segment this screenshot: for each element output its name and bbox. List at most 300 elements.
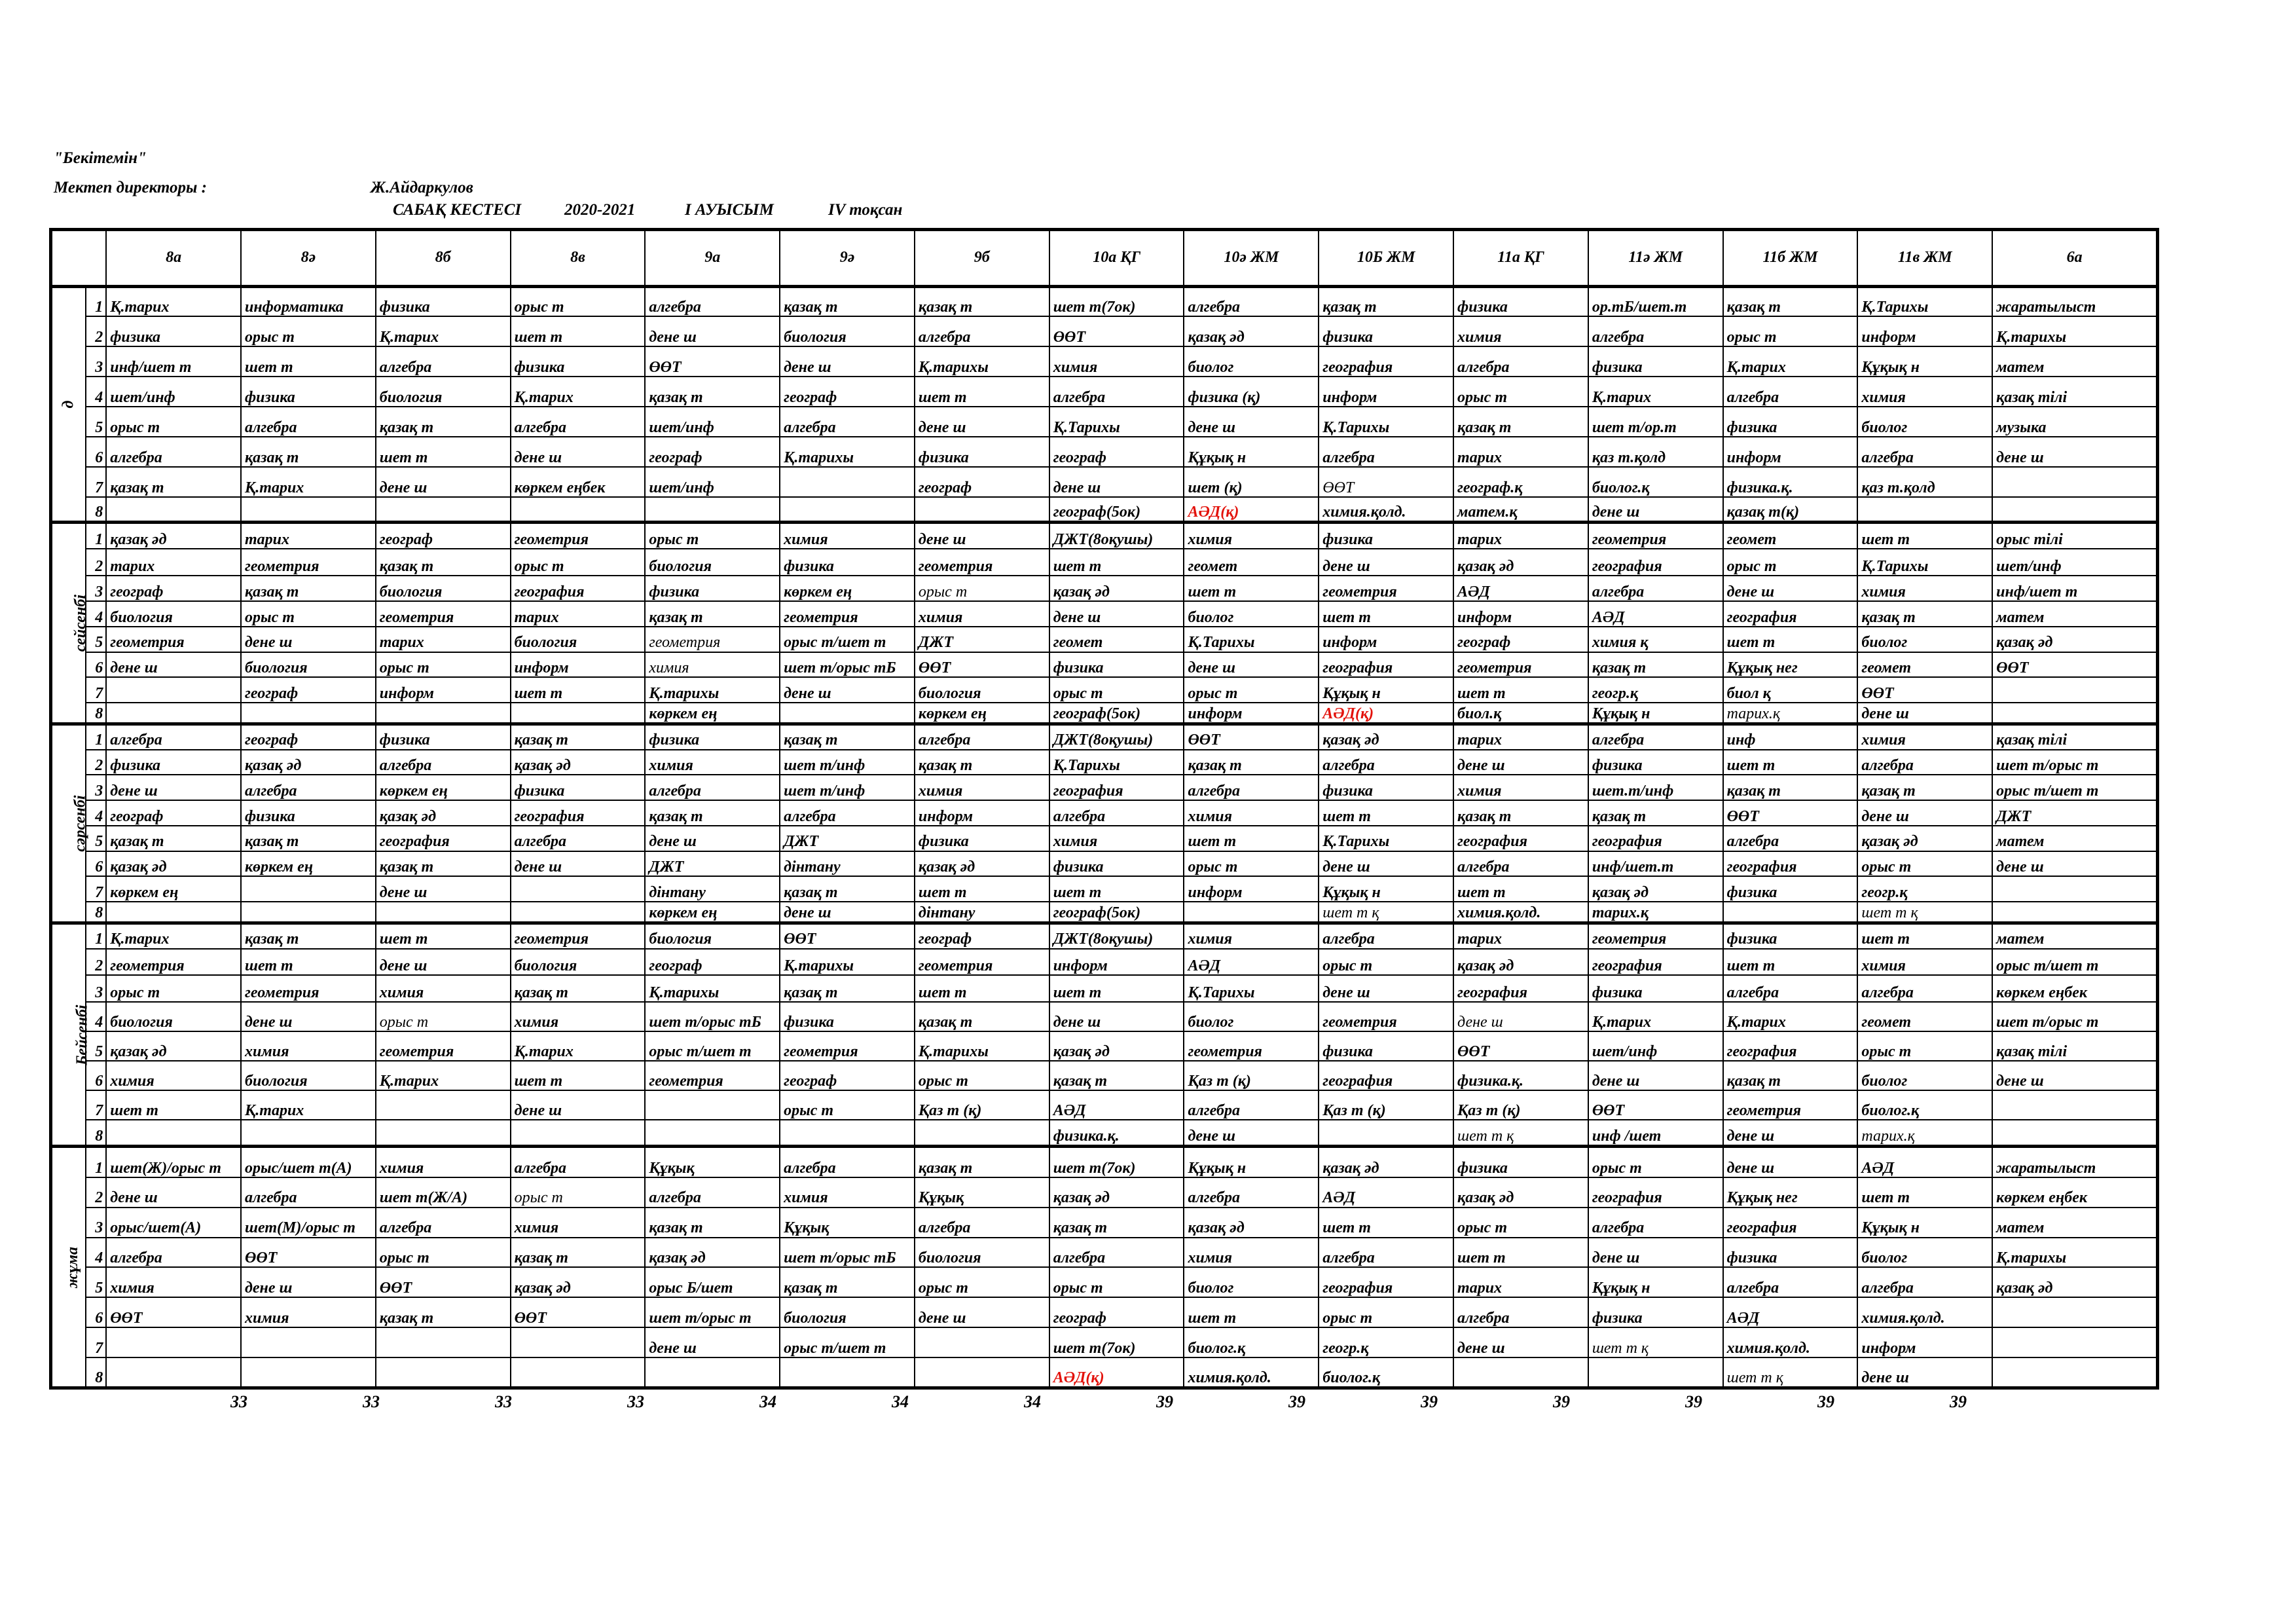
lesson-cell: орыс тілі: [1992, 523, 2157, 549]
lesson-cell: химия: [1184, 923, 1319, 949]
lesson-cell: дене ш: [241, 1002, 376, 1031]
lesson-cell: [1992, 1090, 2157, 1120]
lesson-number: 7: [86, 467, 106, 497]
lesson-cell: шет т(Ж/А): [376, 1177, 511, 1208]
quarter-label: ІV тоқсан: [828, 201, 903, 219]
lesson-cell: географ: [915, 467, 1049, 497]
lesson-cell: ДЖТ(8оқушы): [1049, 923, 1184, 949]
lesson-cell: [241, 1327, 376, 1357]
day-name: д: [60, 400, 77, 409]
lesson-cell: дене ш: [1857, 800, 1992, 826]
lesson-cell: АӘД: [1184, 949, 1319, 976]
lesson-row: [51, 576, 2158, 601]
lesson-cell: алгебра: [1184, 1177, 1319, 1208]
lesson-cell: дене ш: [1588, 497, 1723, 523]
lesson-cell: қазақ әд: [1184, 316, 1319, 346]
lesson-cell: дене ш: [1588, 1061, 1723, 1090]
lesson-cell: тарих.қ: [1588, 902, 1723, 923]
lesson-cell: химия.қолд.: [1857, 1297, 1992, 1327]
lesson-row: [51, 750, 2158, 775]
day-label: [51, 286, 86, 522]
lesson-cell: қазақ әд: [511, 1267, 646, 1297]
lesson-cell: география: [1319, 1267, 1453, 1297]
lesson-cell: география: [1453, 975, 1588, 1002]
lesson-cell: дінтану: [915, 902, 1049, 923]
lesson-cell: физика.қ.: [1723, 467, 1858, 497]
lesson-cell: Қ.тарих: [241, 1090, 376, 1120]
lesson-cell: физика: [511, 775, 646, 800]
lesson-cell: дене ш: [915, 1297, 1049, 1327]
lesson-cell: биология: [915, 1238, 1049, 1268]
lesson-number: 1: [86, 523, 106, 549]
lesson-row: [51, 549, 2158, 576]
lesson-cell: ДЖТ: [780, 826, 915, 851]
lesson-cell: химия: [1184, 523, 1319, 549]
lesson-cell: шет т/ор.т: [1588, 407, 1723, 437]
lesson-cell: қазақ әд: [1319, 724, 1453, 750]
lesson-cell: алгебра: [1184, 775, 1319, 800]
lesson-cell: географ: [645, 437, 780, 467]
lesson-cell: алгебра: [1588, 316, 1723, 346]
lesson-cell: орыс т: [511, 549, 646, 576]
lesson-cell: информ: [1857, 316, 1992, 346]
lesson-cell: химия: [780, 523, 915, 549]
lesson-cell: орыс т: [1453, 1208, 1588, 1238]
lesson-row: [51, 1177, 2158, 1208]
lesson-cell: дене ш: [511, 437, 646, 467]
lesson-cell: Құқық н: [1857, 346, 1992, 377]
lesson-cell: шет/инф: [1588, 1031, 1723, 1061]
lesson-cell: [1992, 902, 2157, 923]
lesson-number: 6: [86, 1297, 106, 1327]
lesson-cell: [241, 1120, 376, 1147]
total-value: 34: [1024, 1392, 1041, 1411]
lesson-cell: химия: [1453, 775, 1588, 800]
lesson-cell: физика: [1588, 346, 1723, 377]
class-header: 11б ЖМ: [1723, 230, 1858, 287]
lesson-cell: Қ.тарих: [511, 1031, 646, 1061]
lesson-cell: информ: [915, 800, 1049, 826]
lesson-cell: [376, 1090, 511, 1120]
lesson-cell: ӨӨТ: [1453, 1031, 1588, 1061]
lesson-cell: геометрия: [915, 549, 1049, 576]
lesson-cell: ӨӨТ: [1857, 677, 1992, 703]
lesson-cell: алгебра: [1319, 437, 1453, 467]
lesson-cell: [1992, 1327, 2157, 1357]
lesson-cell: ӨӨТ: [1992, 652, 2157, 678]
lesson-number: 5: [86, 1267, 106, 1297]
lesson-cell: дене ш: [1049, 601, 1184, 627]
lesson-cell: қазақ тілі: [1992, 724, 2157, 750]
lesson-cell: қазақ т: [106, 467, 241, 497]
lesson-cell: географ.қ: [1453, 467, 1588, 497]
lesson-cell: қазақ әд: [1319, 1147, 1453, 1177]
lesson-cell: қазақ әд: [106, 523, 241, 549]
lesson-cell: қазақ т: [241, 437, 376, 467]
lesson-number: 1: [86, 923, 106, 949]
lesson-cell: географ: [780, 377, 915, 407]
lesson-cell: орыс/шет т(А): [241, 1147, 376, 1177]
approval-label: "Бекітемін": [54, 149, 147, 167]
lesson-cell: [376, 1120, 511, 1147]
lesson-number: 4: [86, 1238, 106, 1268]
lesson-cell: Құқық н: [1184, 1147, 1319, 1177]
lesson-cell: қаз т.қолд: [1588, 437, 1723, 467]
lesson-cell: география: [1723, 601, 1858, 627]
lesson-cell: қазақ т: [376, 549, 511, 576]
lesson-cell: [780, 1120, 915, 1147]
lesson-cell: [1588, 1357, 1723, 1388]
lesson-cell: дене ш: [376, 949, 511, 976]
lesson-cell: [780, 1357, 915, 1388]
lesson-cell: алгебра: [1184, 1090, 1319, 1120]
lesson-cell: шет (қ): [1184, 467, 1319, 497]
director-name: Ж.Айдаркулов: [371, 179, 473, 196]
lesson-cell: географ: [645, 949, 780, 976]
lesson-cell: қазақ тілі: [1992, 377, 2157, 407]
lesson-cell: тарих.қ: [1857, 1120, 1992, 1147]
lesson-cell: шет т/орыс тБ: [645, 1002, 780, 1031]
lesson-number: 4: [86, 377, 106, 407]
lesson-cell: орыс т: [780, 1090, 915, 1120]
lesson-cell: қазақ т: [1588, 652, 1723, 678]
lesson-cell: ДЖТ(8оқушы): [1049, 523, 1184, 549]
lesson-number: 1: [86, 1147, 106, 1177]
lesson-cell: Қ.тарих: [106, 923, 241, 949]
lesson-cell: информ: [1184, 703, 1319, 724]
lesson-cell: алгебра: [1453, 346, 1588, 377]
lesson-cell: физика: [1319, 775, 1453, 800]
lesson-cell: Қ.тарихы: [915, 346, 1049, 377]
lesson-cell: дене ш: [780, 902, 915, 923]
lesson-cell: химия: [1857, 949, 1992, 976]
lesson-cell: орыс т: [915, 576, 1049, 601]
lesson-cell: Қ.тарихы: [780, 949, 915, 976]
lesson-cell: дене ш: [1992, 437, 2157, 467]
lesson-cell: дене ш: [1319, 975, 1453, 1002]
lesson-cell: шет т қ: [1319, 902, 1453, 923]
lesson-row: [51, 1297, 2158, 1327]
lesson-cell: шет т/орыс т: [1992, 1002, 2157, 1031]
lesson-cell: қазақ т: [511, 724, 646, 750]
lesson-row: [51, 800, 2158, 826]
lesson-cell: физика: [1723, 1238, 1858, 1268]
lesson-cell: қазақ әд: [915, 851, 1049, 877]
school-year: 2020-2021: [564, 201, 636, 219]
lesson-cell: физика.қ.: [1049, 1120, 1184, 1147]
lesson-cell: шет т: [106, 1090, 241, 1120]
lesson-cell: алгебра: [1723, 826, 1858, 851]
lesson-cell: информ: [511, 652, 646, 678]
lesson-cell: биология: [241, 652, 376, 678]
lesson-cell: дене ш: [1588, 1238, 1723, 1268]
lesson-cell: Қ.тарих: [1588, 377, 1723, 407]
lesson-cell: қазақ әд: [1992, 627, 2157, 652]
lesson-number: 3: [86, 1208, 106, 1238]
lesson-cell: қазақ тілі: [1992, 1031, 2157, 1061]
lesson-cell: шет т қ: [1453, 1120, 1588, 1147]
lesson-cell: шет т: [1857, 523, 1992, 549]
lesson-cell: орыс т/шет т: [1992, 775, 2157, 800]
lesson-number: 6: [86, 652, 106, 678]
lesson-row: [51, 1120, 2158, 1147]
lesson-cell: қазақ әд: [1453, 549, 1588, 576]
lesson-cell: Құқық н: [1588, 1267, 1723, 1297]
lesson-cell: орыс т: [915, 1061, 1049, 1090]
lesson-cell: шет т: [915, 975, 1049, 1002]
lesson-number: 2: [86, 549, 106, 576]
lesson-cell: физика: [1723, 876, 1858, 902]
lesson-cell: орыс т/шет т: [1992, 949, 2157, 976]
lesson-cell: информ: [1049, 949, 1184, 976]
lesson-cell: Қ.тарихы: [915, 1031, 1049, 1061]
lesson-cell: тарих: [1453, 724, 1588, 750]
lesson-cell: [106, 1120, 241, 1147]
total-value: 39: [1685, 1392, 1702, 1411]
lesson-row: [51, 523, 2158, 549]
lesson-cell: алгебра: [645, 286, 780, 316]
lesson-cell: геометрия: [106, 949, 241, 976]
lesson-cell: көркем еңбек: [1992, 975, 2157, 1002]
lesson-cell: информ: [376, 677, 511, 703]
lesson-cell: биология: [511, 949, 646, 976]
lesson-cell: матем.қ: [1453, 497, 1588, 523]
lesson-cell: орыс т: [241, 601, 376, 627]
lesson-cell: [1453, 1357, 1588, 1388]
total-value: 39: [1156, 1392, 1173, 1411]
lesson-cell: Қ.тарихы: [1992, 1238, 2157, 1268]
lesson-cell: алгебра: [1723, 975, 1858, 1002]
lesson-cell: қазақ әд: [1184, 1208, 1319, 1238]
lesson-cell: Қ.тарих: [106, 286, 241, 316]
lesson-cell: геометрия: [645, 1061, 780, 1090]
lesson-cell: геогр.қ: [1319, 1327, 1453, 1357]
lesson-cell: география: [1723, 851, 1858, 877]
lesson-cell: қазақ әд: [241, 750, 376, 775]
lesson-row: [51, 1267, 2158, 1297]
lesson-cell: химия: [1857, 377, 1992, 407]
lesson-cell: көркем еңбек: [1992, 1177, 2157, 1208]
lesson-row: [51, 286, 2158, 316]
lesson-cell: [511, 876, 646, 902]
lesson-cell: дене ш: [106, 1177, 241, 1208]
lesson-cell: [1992, 1297, 2157, 1327]
lesson-cell: дене ш: [645, 316, 780, 346]
lesson-cell: [780, 497, 915, 523]
lesson-cell: физика: [1588, 1297, 1723, 1327]
lesson-cell: география: [1723, 1031, 1858, 1061]
lesson-cell: шет т/орыс тБ: [780, 1238, 915, 1268]
lesson-number: 1: [86, 286, 106, 316]
lesson-cell: алгебра: [1319, 1238, 1453, 1268]
lesson-cell: қазақ т: [241, 826, 376, 851]
lesson-cell: биолог: [1184, 1267, 1319, 1297]
lesson-cell: көркем ең: [645, 703, 780, 724]
class-header: 6а: [1992, 230, 2157, 287]
lesson-cell: орыс т: [511, 1177, 646, 1208]
lesson-cell: [915, 1120, 1049, 1147]
lesson-cell: Құқық н: [1319, 677, 1453, 703]
lesson-cell: көркем ең: [241, 851, 376, 877]
lesson-cell: қазақ т: [780, 286, 915, 316]
lesson-cell: химия: [1049, 826, 1184, 851]
lesson-cell: Құқық н: [1184, 437, 1319, 467]
total-value: 33: [627, 1392, 644, 1411]
lesson-number: 8: [86, 703, 106, 724]
lesson-cell: ДЖТ: [645, 851, 780, 877]
lesson-cell: физика: [780, 549, 915, 576]
lesson-cell: физика: [780, 1002, 915, 1031]
lesson-cell: Қ.тарих: [376, 316, 511, 346]
class-header: 10ә ЖМ: [1184, 230, 1319, 287]
lesson-number: 5: [86, 1031, 106, 1061]
lesson-cell: физика (қ): [1184, 377, 1319, 407]
lesson-cell: инф /шет: [1588, 1120, 1723, 1147]
lesson-cell: алгебра: [780, 407, 915, 437]
lesson-cell: [915, 1327, 1049, 1357]
lesson-cell: алгебра: [645, 775, 780, 800]
lesson-row: [51, 677, 2158, 703]
lesson-cell: дене ш: [376, 467, 511, 497]
lesson-cell: АӘД(қ): [1184, 497, 1319, 523]
lesson-cell: химия.қолд.: [1319, 497, 1453, 523]
lesson-cell: Қ.Тарихы: [1184, 975, 1319, 1002]
lesson-cell: физика: [1319, 1031, 1453, 1061]
lesson-cell: қазақ т(қ): [1723, 497, 1858, 523]
lesson-cell: [376, 1357, 511, 1388]
lesson-cell: алгебра: [1588, 1208, 1723, 1238]
day-label: [51, 923, 91, 1147]
lesson-cell: қазақ т: [915, 1147, 1049, 1177]
lesson-cell: [915, 1357, 1049, 1388]
lesson-cell: [1723, 902, 1858, 923]
total-value: 34: [759, 1392, 776, 1411]
lesson-row: [51, 346, 2158, 377]
director-label: Мектеп директоры :: [54, 179, 207, 196]
lesson-cell: қазақ т: [511, 1238, 646, 1268]
lesson-number: 7: [86, 1327, 106, 1357]
lesson-cell: геометрия: [241, 549, 376, 576]
lesson-cell: [376, 703, 511, 724]
lesson-cell: Құқық н: [1857, 1208, 1992, 1238]
lesson-cell: физика: [106, 316, 241, 346]
lesson-cell: тарих: [241, 523, 376, 549]
lesson-cell: ӨӨТ: [511, 1297, 646, 1327]
lesson-cell: [645, 497, 780, 523]
lesson-cell: информ: [1184, 876, 1319, 902]
lesson-row: [51, 724, 2158, 750]
lesson-number: 2: [86, 316, 106, 346]
lesson-cell: қазақ т: [1453, 407, 1588, 437]
lesson-cell: алгебра: [1723, 1267, 1858, 1297]
lesson-cell: географ: [106, 800, 241, 826]
lesson-number: 8: [86, 1120, 106, 1147]
total-value: 33: [230, 1392, 247, 1411]
lesson-cell: алгебра: [1319, 923, 1453, 949]
lesson-number: 5: [86, 627, 106, 652]
lesson-cell: физика: [1049, 851, 1184, 877]
class-header: 9ә: [780, 230, 915, 287]
lesson-cell: орыс т: [1723, 549, 1858, 576]
lesson-cell: физика: [1049, 652, 1184, 678]
lesson-cell: қазақ т: [376, 1297, 511, 1327]
lesson-cell: [376, 1327, 511, 1357]
lesson-cell: шет т: [1049, 876, 1184, 902]
lesson-cell: [780, 703, 915, 724]
day-label: [51, 1147, 86, 1388]
lesson-cell: қазақ т: [645, 601, 780, 627]
lesson-cell: географ: [106, 576, 241, 601]
lesson-cell: алгебра: [645, 1177, 780, 1208]
lesson-cell: геомет: [1184, 549, 1319, 576]
lesson-cell: [106, 902, 241, 923]
total-value: 33: [495, 1392, 512, 1411]
lesson-cell: дене ш: [1319, 851, 1453, 877]
lesson-row: [51, 467, 2158, 497]
lesson-cell: физика: [1723, 923, 1858, 949]
lesson-cell: матем: [1992, 346, 2157, 377]
class-header: 10а ҚГ: [1049, 230, 1184, 287]
lesson-cell: географ: [780, 1061, 915, 1090]
lesson-cell: қаз т.қолд: [1857, 467, 1992, 497]
lesson-cell: география: [1588, 1177, 1723, 1208]
lesson-cell: көркем ең: [376, 775, 511, 800]
lesson-cell: орыс т: [106, 975, 241, 1002]
lesson-cell: қазақ т: [915, 286, 1049, 316]
lesson-cell: дене ш: [1992, 851, 2157, 877]
lesson-cell: биолог: [1857, 407, 1992, 437]
lesson-cell: химия: [645, 750, 780, 775]
class-header: 8в: [511, 230, 646, 287]
lesson-cell: орыс т: [1857, 851, 1992, 877]
lesson-cell: алгебра: [376, 1208, 511, 1238]
lesson-row: [51, 497, 2158, 523]
lesson-cell: қазақ т: [1723, 286, 1858, 316]
lesson-cell: шет т: [241, 949, 376, 976]
lesson-cell: шет т: [1453, 1238, 1588, 1268]
lesson-row: [51, 1208, 2158, 1238]
lesson-cell: химия: [511, 1208, 646, 1238]
lesson-row: [51, 601, 2158, 627]
lesson-cell: шет т: [1857, 1177, 1992, 1208]
lesson-cell: Құқық: [780, 1208, 915, 1238]
lesson-cell: ӨӨТ: [1588, 1090, 1723, 1120]
lesson-cell: [1319, 1120, 1453, 1147]
lesson-cell: орыс т: [1184, 677, 1319, 703]
lesson-cell: Құқық н: [1588, 703, 1723, 724]
lesson-cell: Қ.Тарихы: [1184, 627, 1319, 652]
class-header: 11ә ЖМ: [1588, 230, 1723, 287]
lesson-cell: шет т қ: [1857, 902, 1992, 923]
lesson-cell: химия: [376, 1147, 511, 1177]
lesson-number: 4: [86, 1002, 106, 1031]
lesson-cell: [511, 1357, 646, 1388]
lesson-cell: қазақ т: [376, 407, 511, 437]
lesson-cell: шет т: [915, 876, 1049, 902]
lesson-cell: алгебра: [241, 775, 376, 800]
lesson-cell: АӘД: [1857, 1147, 1992, 1177]
lesson-cell: химия: [915, 775, 1049, 800]
lesson-cell: АӘД(қ): [1049, 1357, 1184, 1388]
lesson-cell: химия: [511, 1002, 646, 1031]
lesson-cell: ДЖТ: [915, 627, 1049, 652]
lesson-cell: ӨӨТ: [241, 1238, 376, 1268]
lesson-cell: географ: [915, 923, 1049, 949]
lesson-cell: инф/шет т: [1992, 576, 2157, 601]
lesson-cell: шет т/орыс тБ: [780, 652, 915, 678]
lesson-number: 2: [86, 949, 106, 976]
lesson-cell: қазақ т: [780, 724, 915, 750]
